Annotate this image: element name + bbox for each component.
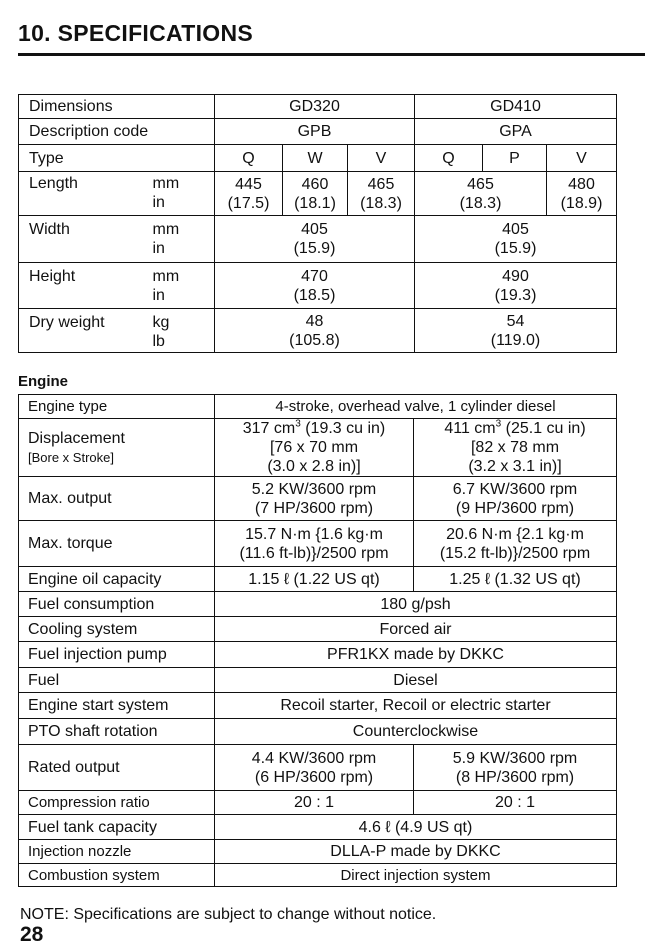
dry-weight-label: Dry weight <box>19 309 153 353</box>
start-system-row <box>19 693 617 719</box>
model-b-name: GD410 <box>415 95 617 119</box>
max-output-a <box>215 477 414 521</box>
height-a <box>215 263 415 309</box>
dry-weight-b <box>415 309 617 353</box>
displacement-a <box>215 419 414 477</box>
unit-mm: mm <box>152 175 180 192</box>
torque-ftlb: (15.2 ft-lb)}/2500 rpm <box>439 544 591 562</box>
fuel-value: Diesel <box>215 668 617 693</box>
fuel-tank-row <box>19 815 617 840</box>
injection-pump-label: Fuel injection pump <box>19 642 215 668</box>
torque-ftlb: (11.6 ft-lb)}/2500 rpm <box>239 544 389 562</box>
length-mm-value: 465 <box>467 175 494 193</box>
compression-row <box>19 791 617 815</box>
rated-kw: 5.9 KW/3600 rpm <box>452 749 578 767</box>
length-mm-value: 465 <box>367 175 395 193</box>
start-system-label: Engine start system <box>19 693 215 719</box>
type-row <box>19 145 617 172</box>
unit-in: in <box>152 194 165 211</box>
type-label: Type <box>19 145 215 172</box>
nozzle-row <box>19 840 617 864</box>
displacement-volume: 411 $cm^3$ (25.1 cu in) <box>444 418 586 437</box>
engine-table <box>18 394 617 887</box>
note-text: NOTE: Specifications are subject to change without notice. <box>20 906 437 923</box>
oil-capacity-b: 1.25 ℓ (1.32 US qt) <box>414 567 617 592</box>
length-in-value: (18.3) <box>459 194 502 212</box>
length-a-q <box>215 172 283 216</box>
type-b-v: V <box>547 145 617 172</box>
pto-label: PTO shaft rotation <box>19 719 215 745</box>
output-hp: (7 HP/3600 rpm) <box>254 499 374 517</box>
compression-a: 20 : 1 <box>215 791 414 815</box>
height-in-value: (19.3) <box>494 286 537 304</box>
bore-stroke-mm: [76 x 70 mm <box>269 439 359 456</box>
length-b-v <box>547 172 617 216</box>
dry-weight-units <box>153 309 215 353</box>
length-mm-value: 445 <box>235 175 262 193</box>
width-a <box>215 216 415 263</box>
length-in-value: (17.5) <box>227 194 270 212</box>
model-a-name: GD320 <box>215 95 415 119</box>
injection-pump-row <box>19 642 617 668</box>
dry-weight-a <box>215 309 415 353</box>
nozzle-label: Injection nozzle <box>19 840 215 864</box>
rated-output-row <box>19 745 617 791</box>
height-mm-value: 490 <box>502 267 529 285</box>
pto-row <box>19 719 617 745</box>
max-torque-row <box>19 521 617 567</box>
fuel-label: Fuel <box>19 668 215 693</box>
length-in-value: (18.3) <box>360 194 402 212</box>
length-row <box>19 172 617 216</box>
engine-heading: Engine <box>18 373 69 390</box>
output-kw: 5.2 KW/3600 rpm <box>251 480 377 498</box>
type-a-w: W <box>283 145 348 172</box>
length-label: Length <box>19 172 153 216</box>
page-number: 28 <box>20 923 44 946</box>
cooling-label: Cooling system <box>19 617 215 642</box>
type-a-v: V <box>348 145 415 172</box>
fuel-row <box>19 668 617 693</box>
fuel-tank-label: Fuel tank capacity <box>19 815 215 840</box>
compression-label: Compression ratio <box>19 791 215 815</box>
unit-in: in <box>152 287 165 304</box>
width-label: Width <box>19 216 153 263</box>
displacement-label-cell <box>19 419 215 477</box>
width-row <box>19 216 617 263</box>
type-a-q: Q <box>215 145 283 172</box>
dimensions-table <box>18 94 617 353</box>
oil-capacity-label: Engine oil capacity <box>19 567 215 592</box>
length-a-w <box>283 172 348 216</box>
weight-kg-value: 54 <box>506 312 525 330</box>
dry-weight-row <box>19 309 617 353</box>
max-output-label: Max. output <box>19 477 215 521</box>
height-in-value: (18.5) <box>293 286 336 304</box>
max-torque-label: Max. torque <box>19 521 215 567</box>
length-b-qp <box>415 172 547 216</box>
compression-b: 20 : 1 <box>414 791 617 815</box>
length-in-value: (18.9) <box>560 194 603 212</box>
length-mm-value: 460 <box>301 175 329 193</box>
displacement-sublabel: [Bore x Stroke] <box>28 449 114 465</box>
engine-type-row <box>19 395 617 419</box>
oil-capacity-row <box>19 567 617 592</box>
type-b-p: P <box>483 145 547 172</box>
rated-hp: (8 HP/3600 rpm) <box>455 768 575 786</box>
width-units <box>153 216 215 263</box>
model-a-code: GPB <box>215 119 415 145</box>
displacement-volume: 317 $cm^3$ (19.3 cu in) <box>242 418 386 437</box>
weight-lb-value: (105.8) <box>289 331 340 349</box>
max-output-b <box>414 477 617 521</box>
fuel-consumption-row <box>19 592 617 617</box>
bore-stroke-in: (3.0 x 2.8 in)] <box>267 458 361 475</box>
height-mm-value: 470 <box>301 267 328 285</box>
weight-lb-value: (119.0) <box>490 331 541 349</box>
injection-pump-value: PFR1KX made by DKKC <box>215 642 617 668</box>
length-units <box>153 172 215 216</box>
rated-output-b <box>414 745 617 791</box>
unit-kg: kg <box>152 314 170 331</box>
height-label: Height <box>19 263 153 309</box>
description-code-row <box>19 119 617 145</box>
torque-nm: 20.6 N·m {2.1 kg·m <box>446 525 584 543</box>
oil-capacity-a: 1.15 ℓ (1.22 US qt) <box>215 567 414 592</box>
title-rule <box>18 53 645 56</box>
rated-output-label: Rated output <box>19 745 215 791</box>
dimensions-label: Dimensions <box>19 95 215 119</box>
unit-in: in <box>152 240 165 257</box>
unit-mm: mm <box>152 268 180 285</box>
weight-kg-value: 48 <box>305 312 324 330</box>
torque-nm: 15.7 N·m {1.6 kg·m <box>245 525 383 543</box>
cooling-value: Forced air <box>215 617 617 642</box>
unit-lb: lb <box>152 333 165 350</box>
height-row <box>19 263 617 309</box>
width-mm-value: 405 <box>502 221 529 238</box>
rated-output-a <box>215 745 414 791</box>
fuel-tank-value: 4.6 ℓ (4.9 US qt) <box>215 815 617 840</box>
unit-mm: mm <box>152 221 180 238</box>
displacement-label: Displacement <box>28 429 125 447</box>
width-b <box>415 216 617 263</box>
fuel-consumption-label: Fuel consumption <box>19 592 215 617</box>
combustion-row <box>19 864 617 887</box>
fuel-consumption-value: 180 g/psh <box>215 592 617 617</box>
type-b-q: Q <box>415 145 483 172</box>
height-b <box>415 263 617 309</box>
max-torque-a <box>215 521 414 567</box>
nozzle-value: DLLA-P made by DKKC <box>215 840 617 864</box>
start-system-value: Recoil starter, Recoil or electric starter <box>215 693 617 719</box>
dimensions-header-row <box>19 95 617 119</box>
width-in-value: (15.9) <box>293 240 336 257</box>
engine-type-value: 4-stroke, overhead valve, 1 cylinder diesel <box>215 395 617 419</box>
pto-value: Counterclockwise <box>215 719 617 745</box>
description-code-label: Description code <box>19 119 215 145</box>
length-mm-value: 480 <box>568 175 595 193</box>
bore-stroke-in: (3.2 x 3.1 in)] <box>468 458 562 475</box>
displacement-b <box>414 419 617 477</box>
page-title: 10. SPECIFICATIONS <box>18 20 254 46</box>
width-in-value: (15.9) <box>494 240 537 257</box>
height-units <box>153 263 215 309</box>
displacement-row <box>19 419 617 477</box>
max-output-row <box>19 477 617 521</box>
max-torque-b <box>414 521 617 567</box>
cooling-row <box>19 617 617 642</box>
length-a-v <box>348 172 415 216</box>
model-b-code: GPA <box>415 119 617 145</box>
width-mm-value: 405 <box>301 221 328 238</box>
combustion-value: Direct injection system <box>215 864 617 887</box>
length-in-value: (18.1) <box>294 194 336 212</box>
engine-type-label: Engine type <box>19 395 215 419</box>
bore-stroke-mm: [82 x 78 mm <box>470 439 560 456</box>
rated-kw: 4.4 KW/3600 rpm <box>251 749 377 767</box>
rated-hp: (6 HP/3600 rpm) <box>254 768 374 786</box>
combustion-label: Combustion system <box>19 864 215 887</box>
output-kw: 6.7 KW/3600 rpm <box>452 480 578 498</box>
output-hp: (9 HP/3600 rpm) <box>455 499 575 517</box>
